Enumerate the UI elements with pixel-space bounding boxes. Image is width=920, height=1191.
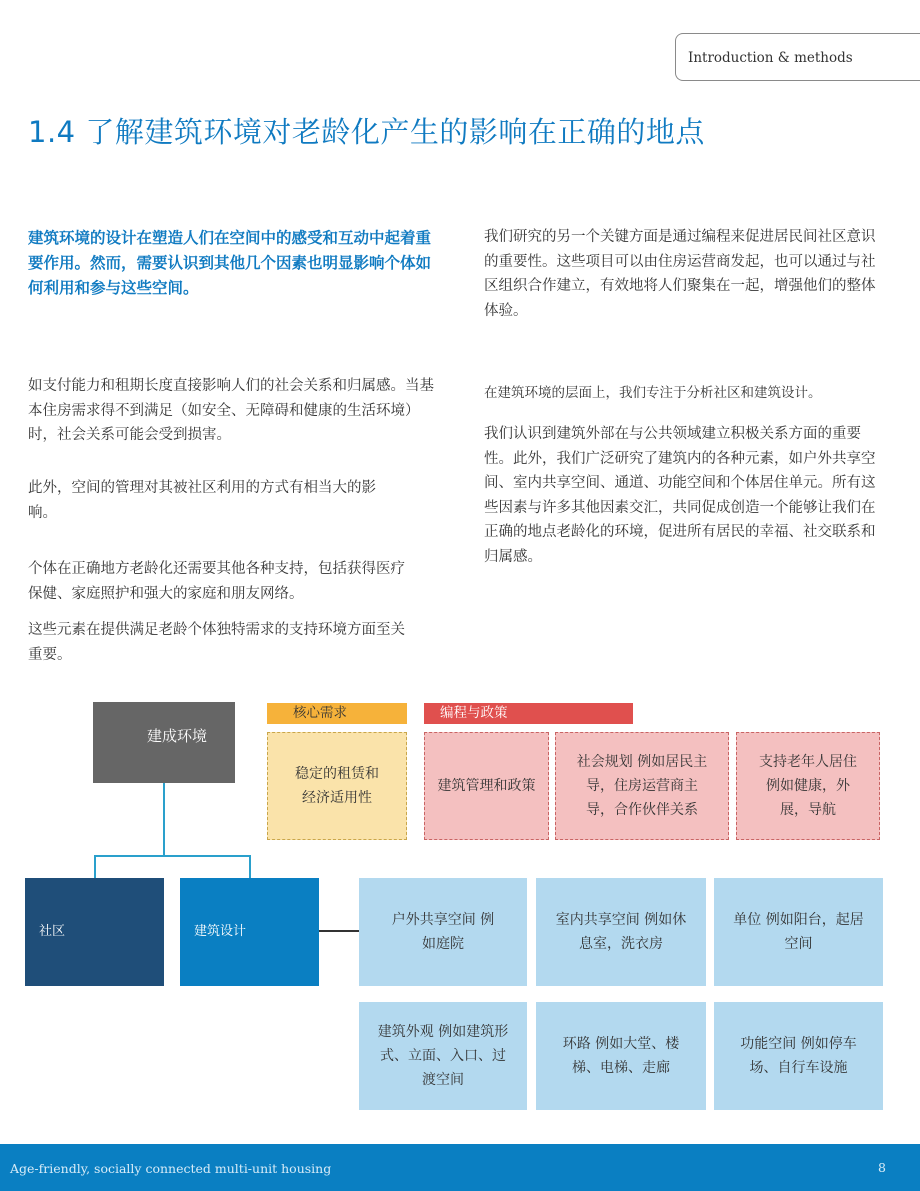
element-circulation: 环路 例如大堂、楼梯、电梯、走廊 <box>536 1002 706 1110</box>
connector-community <box>94 855 96 878</box>
connector-building-design <box>249 855 251 878</box>
root-node-built-environment: 建成环境 <box>93 702 235 783</box>
left-paragraph-1: 如支付能力和租期长度直接影响人们的社会关系和归属感。当基本住房需求得不到满足（如安全、无障碍和健康的生活环境）时，社会关系可能会受到损害。 <box>28 378 434 443</box>
right-paragraph-3: 我们认识到建筑外部在与公共领域建立积极关系方面的重要性。此外，我们广泛研究了建筑内的各种元素，如户外共享空间、室内共享空间、通道、功能空间和个体居住单元。所有这些因素与许多其他因素交汇，共同促成创造一个能够让我们在正确的地点老龄化的环境，促进所有居民的幸福、社交联系和归属感。 <box>484 426 876 565</box>
page-title: 1.4 了解建筑环境对老龄化产生的影响在正确的地点 <box>28 115 705 149</box>
page-number: 8 <box>878 1160 886 1175</box>
element-indoor-shared-space: 室内共享空间 例如休息室，洗衣房 <box>536 878 706 986</box>
element-units: 单位 例如阳台，起居空间 <box>714 878 883 986</box>
element-outdoor-shared-space: 户外共享空间 例如庭院 <box>359 878 527 986</box>
page-footer <box>0 1144 920 1191</box>
element-building-exterior: 建筑外观 例如建筑形式、立面、入口、过渡空间 <box>359 1002 527 1110</box>
right-paragraph-1: 我们研究的另一个关键方面是通过编程来促进居民间社区意识的重要性。这些项目可以由住房运营商发起，也可以通过与社区组织合作建立，有效地将人们聚集在一起，增强他们的整体体验。 <box>484 229 876 319</box>
section-tab <box>675 33 920 81</box>
core-needs-header: 核心需求 <box>267 703 407 724</box>
section-tab-label: Introduction & methods <box>688 50 853 66</box>
policy-item-support: 支持老年人居住 例如健康，外展，导航 <box>736 732 880 840</box>
core-needs-item: 稳定的租赁和经济适用性 <box>267 732 407 840</box>
programming-policy-header: 编程与政策 <box>424 703 633 724</box>
footer-title: Age-friendly, socially connected multi-unit housing <box>10 1161 332 1176</box>
connector-design-elements <box>318 930 359 932</box>
left-paragraph-2: 此外，空间的管理对其被社区利用的方式有相当大的影响。 <box>28 480 376 521</box>
connector-horizontal <box>94 855 250 857</box>
left-paragraph-3: 个体在正确地方老龄化还需要其他各种支持，包括获得医疗保健、家庭照护和强大的家庭和朋友网络。 <box>28 561 405 602</box>
right-paragraph-2: 在建筑环境的层面上，我们专注于分析社区和建筑设计。 <box>484 385 822 401</box>
left-paragraph-4: 这些元素在提供满足老龄个体独特需求的支持环境方面至关重要。 <box>28 622 405 663</box>
building-design-node: 建筑设计 <box>180 878 319 986</box>
connector-root-vertical <box>163 782 165 856</box>
lead-paragraph: 建筑环境的设计在塑造人们在空间中的感受和互动中起着重要作用。然而，需要认识到其他几个因素也明显影响个体如何利用和参与这些空间。 <box>28 229 432 297</box>
policy-item-management: 建筑管理和政策 <box>424 732 549 840</box>
community-node: 社区 <box>25 878 164 986</box>
policy-item-social-planning: 社会规划 例如居民主导，住房运营商主导，合作伙伴关系 <box>555 732 729 840</box>
element-functional-space: 功能空间 例如停车场、自行车设施 <box>714 1002 883 1110</box>
